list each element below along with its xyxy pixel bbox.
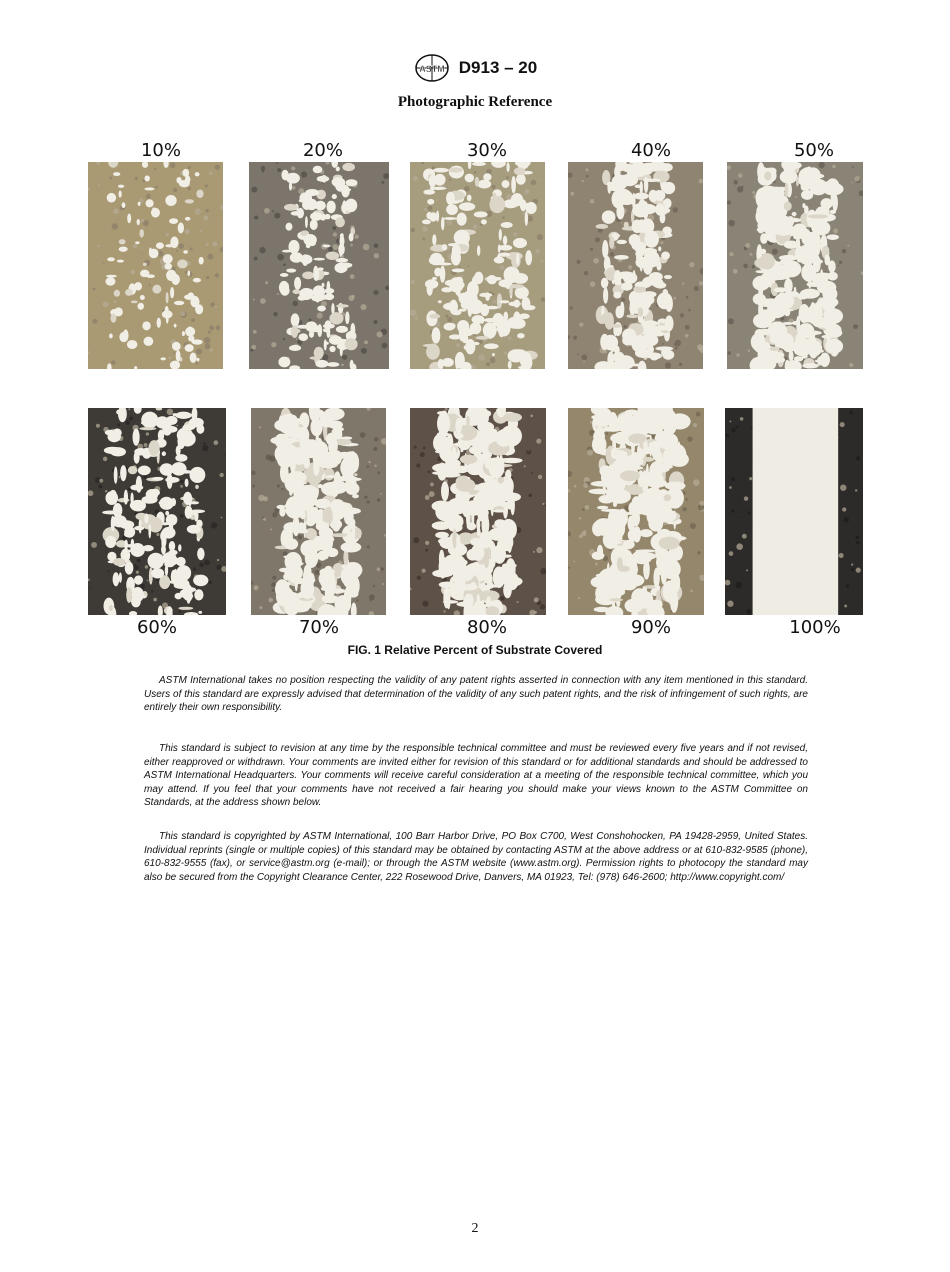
sample-label-60: 60% [136,617,177,638]
sample-photo-40 [568,162,703,369]
document-id: D913 – 20 [458,58,538,77]
page-number: 2 [471,1221,479,1236]
sample-texture [410,408,546,615]
sample-label-80: 80% [466,617,507,638]
sample-photo-90 [568,408,704,615]
sample-texture [568,162,703,369]
sample-texture [88,408,226,615]
sample-photo-30 [410,162,545,369]
sample-photo-10 [88,162,223,369]
sample-photo-100 [725,408,863,615]
sample-texture [88,162,223,369]
sample-photo-20 [249,162,389,369]
figure-caption: FIG. 1 Relative Percent of Substrate Covered [347,643,603,657]
sample-label-10: 10% [140,140,181,161]
sample-label-100: 100% [789,617,841,638]
sample-texture [568,408,704,615]
revision-notice: This standard is subject to revision at any time by the responsible technical committee and must be reviewed every five years and if not revised, either reapproved or withdrawn. Your comments are invited either for revision of this standard or for additional standards and should be addressed to ASTM International Headquarters. Your comments will receive careful consideration at a meeting of the responsible technical committee, which you may attend. If you feel that your comments have not received a fair hearing you should make your views known to the ASTM Committee on Standards, at the address shown below. [144,743,808,809]
sample-label-50: 50% [793,140,834,161]
sample-label-30: 30% [466,140,507,161]
section-title: Photographic Reference [397,94,553,110]
sample-label-20: 20% [302,140,343,161]
sample-texture [249,162,389,369]
sample-label-90: 90% [630,617,671,638]
page-header [0,52,950,84]
sample-texture [410,162,545,369]
astm-logo-icon [413,52,451,84]
copyright-notice: This standard is copyrighted by ASTM International, 100 Barr Harbor Drive, PO Box C700, West Conshohocken, PA 19428-2959, United States. Individual reprints (single or multiple copies) of this standard may be obtained by contacting ASTM at the above address or at 610-832-9585 (phone), 610-832-9555 (fax), or service@astm.org (e-mail); or through the ASTM website (www.astm.org). Permission rights to photocopy the standard may also be secured from the Copyright Clearance Center, 222 Rosewood Drive, Danvers, MA 01923, Tel: (978) 646-2600; http://www.copyright.com/ [144,831,808,883]
sample-label-70: 70% [298,617,339,638]
patent-notice: ASTM International takes no position respecting the validity of any patent rights asserted in connection with any item mentioned in this standard. Users of this standard are expressly advised that determination of the validity of any such patent rights, and the risk of infringement of such rights, are entirely their own responsibility. [144,675,808,714]
sample-label-40: 40% [630,140,671,161]
sample-texture [727,162,863,369]
sample-photo-50 [727,162,863,369]
sample-texture [725,408,863,615]
sample-texture [251,408,386,615]
svg-text:ASTM: ASTM [419,64,445,74]
sample-photo-60 [88,408,226,615]
sample-photo-80 [410,408,546,615]
sample-photo-70 [251,408,386,615]
